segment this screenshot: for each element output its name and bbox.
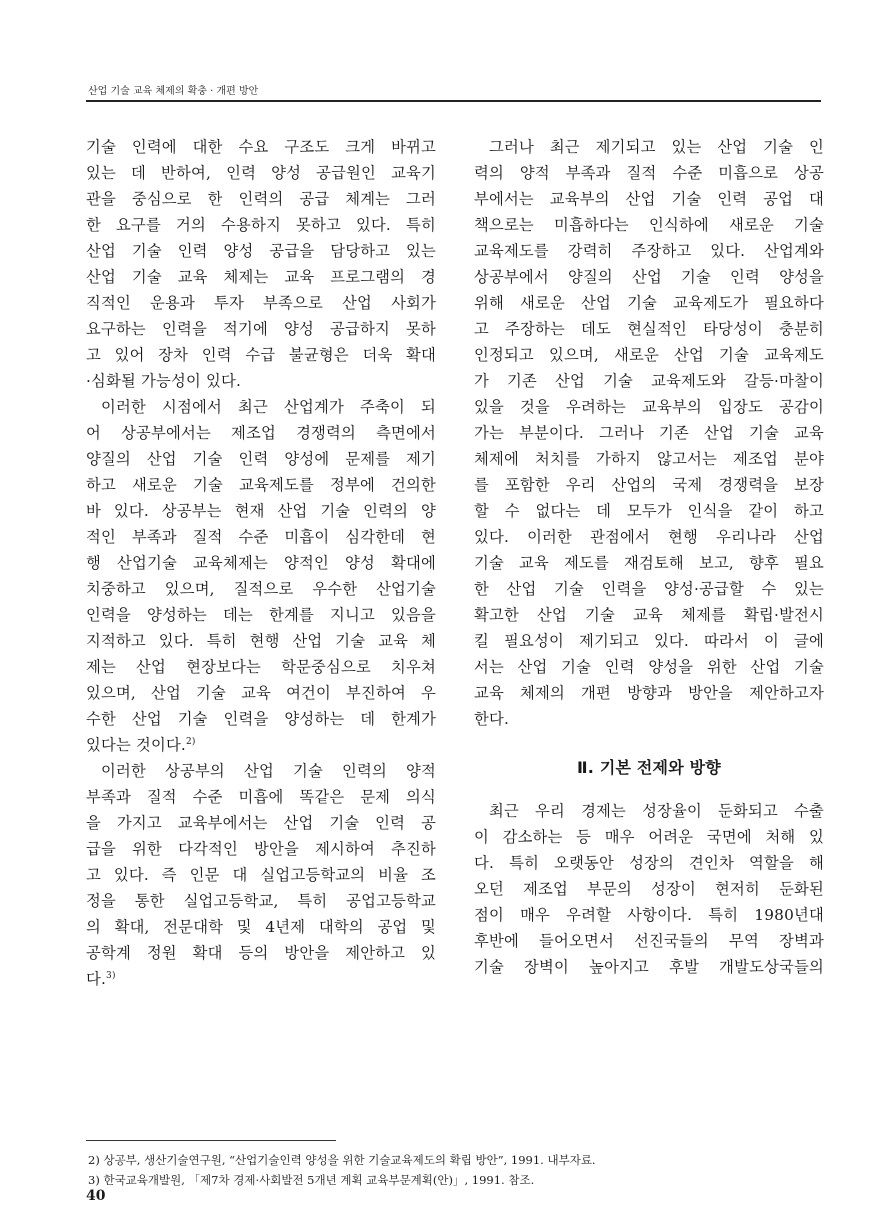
left-column bbox=[86, 134, 436, 992]
text-line bbox=[474, 706, 824, 732]
line-text: 서는 산업 기술 인력 양성을 위한 산업 기술 bbox=[474, 658, 824, 676]
line-text: 산업 기술 교육 체제는 교육 프로그램의 경 bbox=[86, 268, 436, 286]
line-text: 그러나 최근 제기되고 있는 산업 기술 인 bbox=[489, 138, 824, 156]
text-line bbox=[86, 316, 436, 342]
header-rule bbox=[86, 100, 821, 102]
line-text: 기술 교육 제도를 재검토해 보고, 향후 필요 bbox=[474, 554, 824, 572]
line-text: 양질의 산업 기술 인력 양성에 문제를 제기 bbox=[86, 450, 436, 468]
line-text: 있다. 이러한 관점에서 현행 우리나라 산업 bbox=[474, 528, 824, 546]
line-text: 력의 양적 부족과 질적 수준 미흡으로 상공 bbox=[474, 164, 824, 182]
line-text: 이러한 시점에서 최근 산업계가 주축이 되 bbox=[101, 398, 436, 416]
line-text: 오던 제조업 부문의 성장이 현저히 둔화된 bbox=[474, 880, 824, 898]
line-text: 책으로는 미흡하다는 인식하에 새로운 기술 bbox=[474, 216, 824, 234]
text-line bbox=[474, 628, 824, 654]
line-text: 한다. bbox=[474, 710, 510, 728]
line-text: 다. bbox=[86, 970, 107, 988]
text-line bbox=[474, 602, 824, 628]
text-line bbox=[86, 134, 436, 160]
text-line bbox=[86, 836, 436, 862]
line-text: 의 확대, 전문대학 및 4년제 대학의 공업 및 bbox=[86, 918, 436, 936]
text-line bbox=[474, 876, 824, 902]
line-text: 다. 특히 오랫동안 성장의 견인차 역할을 해 bbox=[474, 854, 824, 872]
text-line bbox=[474, 290, 824, 316]
text-line bbox=[86, 810, 436, 836]
text-line bbox=[86, 472, 436, 498]
text-line bbox=[474, 186, 824, 212]
text-line bbox=[86, 966, 436, 992]
text-line bbox=[474, 550, 824, 576]
text-line bbox=[474, 212, 824, 238]
text-line bbox=[86, 498, 436, 524]
text-line bbox=[86, 888, 436, 914]
line-text: 을 가지고 교육부에서는 산업 기술 인력 공 bbox=[86, 814, 436, 832]
text-line bbox=[86, 264, 436, 290]
line-text: 하고 새로운 기술 교육제도를 정부에 건의한 bbox=[86, 476, 436, 494]
text-line bbox=[474, 238, 824, 264]
line-text: 교육 체제의 개편 방향과 방안을 제안하고자 bbox=[474, 684, 824, 702]
line-text: 급을 위한 다각적인 방안을 제시하여 추진하 bbox=[86, 840, 436, 858]
text-line bbox=[86, 654, 436, 680]
page-number: 40 bbox=[86, 1188, 106, 1204]
line-text: 치중하고 있으며, 질적으로 우수한 산업기술 bbox=[86, 580, 436, 598]
footnote-rule bbox=[86, 1140, 336, 1141]
text-line bbox=[474, 134, 824, 160]
text-line bbox=[86, 706, 436, 732]
text-line bbox=[474, 160, 824, 186]
section-heading: Ⅱ. 기본 전제와 방향 bbox=[577, 758, 721, 777]
text-line bbox=[86, 550, 436, 576]
line-text: 어 상공부에서는 제조업 경쟁력의 측면에서 bbox=[86, 424, 436, 442]
text-line bbox=[86, 628, 436, 654]
text-line bbox=[86, 602, 436, 628]
line-text: 할 수 없다는 데 모두가 인식을 같이 하고 bbox=[474, 502, 824, 520]
line-text: 한 산업 기술 인력을 양성·공급할 수 있는 bbox=[474, 580, 824, 598]
text-line bbox=[474, 342, 824, 368]
line-text: 한 요구를 거의 수용하지 못하고 있다. 특히 bbox=[86, 216, 436, 234]
line-text: 공학계 정원 확대 등의 방안을 제안하고 있 bbox=[86, 944, 436, 962]
line-text: 가 기존 산업 기술 교육제도와 갈등·마찰이 bbox=[474, 372, 824, 390]
line-text: 기술 인력에 대한 수요 구조도 크게 바뀌고 bbox=[86, 138, 436, 156]
text-line bbox=[86, 732, 436, 758]
line-text: 부족과 질적 수준 미흡에 똑같은 문제 의식 bbox=[86, 788, 436, 806]
line-text: 상공부에서 양질의 산업 기술 인력 양성을 bbox=[474, 268, 824, 286]
text-line bbox=[86, 212, 436, 238]
text-line bbox=[474, 472, 824, 498]
line-text: 킬 필요성이 제기되고 있다. 따라서 이 글에 bbox=[474, 632, 824, 650]
line-text: 후반에 들어오면서 선진국들의 무역 장벽과 bbox=[474, 932, 824, 950]
line-text: 요구하는 인력을 적기에 양성 공급하지 못하 bbox=[86, 320, 436, 338]
text-line bbox=[474, 446, 824, 472]
text-line bbox=[474, 824, 824, 850]
line-text: 산업 기술 인력 양성 공급을 담당하고 있는 bbox=[86, 242, 436, 260]
line-text: 교육제도를 강력히 주장하고 있다. 산업계와 bbox=[474, 242, 824, 260]
line-text: 있으며, 산업 기술 교육 여건이 부진하여 우 bbox=[86, 684, 436, 702]
text-line bbox=[86, 576, 436, 602]
line-text: 인력을 양성하는 데는 한계를 지니고 있음을 bbox=[86, 606, 436, 624]
text-line bbox=[474, 928, 824, 954]
footnote-marker: 2) bbox=[186, 736, 196, 747]
line-text: 수한 산업 기술 인력을 양성하는 데 한계가 bbox=[86, 710, 436, 728]
line-text: 위해 새로운 산업 기술 교육제도가 필요하다 bbox=[474, 294, 824, 312]
text-line bbox=[86, 940, 436, 966]
running-header: 산업 기술 교육 체제의 확충 · 개편 방안 bbox=[88, 86, 259, 97]
text-line bbox=[474, 954, 824, 980]
footnote-2: 2) 상공부, 생산기술연구원, “산업기술인력 양성을 위한 기술교육제도의 확립 방안”, 1991. 내부자료. bbox=[88, 1153, 596, 1167]
line-text: 확고한 산업 기술 교육 체제를 확립·발전시 bbox=[474, 606, 824, 624]
footnote-marker: 3) bbox=[106, 970, 116, 981]
line-text: 있는 데 반하여, 인력 양성 공급원인 교육기 bbox=[86, 164, 436, 182]
text-line bbox=[86, 914, 436, 940]
text-line bbox=[86, 524, 436, 550]
line-text: 를 포함한 우리 산업의 국제 경쟁력을 보장 bbox=[474, 476, 824, 494]
text-line bbox=[474, 798, 824, 824]
footnote-3: 3) 한국교육개발원, 「제7차 경제·사회발전 5개년 계획 교육부문계획(안)」, 1991. 참조. bbox=[88, 1173, 535, 1187]
line-text: 체제에 처치를 가하지 않고서는 제조업 분야 bbox=[474, 450, 824, 468]
line-text: 고 있다. 즉 인문 대 실업고등학교의 비율 조 bbox=[86, 866, 436, 884]
text-line bbox=[474, 498, 824, 524]
line-text: 지적하고 있다. 특히 현행 산업 기술 교육 체 bbox=[86, 632, 436, 650]
right-column-top bbox=[474, 134, 824, 732]
line-text: 제는 산업 현장보다는 학문중심으로 치우쳐 bbox=[86, 658, 436, 676]
text-line bbox=[86, 680, 436, 706]
text-line bbox=[474, 264, 824, 290]
text-line bbox=[474, 902, 824, 928]
text-line bbox=[474, 850, 824, 876]
line-text: 부에서는 교육부의 산업 기술 인력 공업 대 bbox=[474, 190, 824, 208]
text-line bbox=[86, 368, 436, 394]
line-text: 행 산업기술 교육체제는 양적인 양성 확대에 bbox=[86, 554, 436, 572]
text-line bbox=[86, 758, 436, 784]
line-text: 인정되고 있으며, 새로운 산업 기술 교육제도 bbox=[474, 346, 824, 364]
line-text: 있다는 것이다. bbox=[86, 736, 186, 754]
line-text: 점이 매우 우려할 사항이다. 특히 1980년대 bbox=[474, 906, 824, 924]
line-text: 고 있어 장차 인력 수급 불균형은 더욱 확대 bbox=[86, 346, 436, 364]
text-line bbox=[474, 368, 824, 394]
text-line bbox=[474, 576, 824, 602]
footnotes bbox=[88, 1150, 823, 1190]
line-text: 정을 통한 실업고등학교, 특히 공업고등학교 bbox=[86, 892, 436, 910]
text-line bbox=[474, 680, 824, 706]
line-text: 기술 장벽이 높아지고 후발 개발도상국들의 bbox=[474, 958, 824, 976]
line-text: 가는 부분이다. 그러나 기존 산업 기술 교육 bbox=[474, 424, 824, 442]
line-text: 적인 부족과 질적 수준 미흡이 심각한데 현 bbox=[86, 528, 436, 546]
line-text: ·심화될 가능성이 있다. bbox=[86, 372, 242, 390]
line-text: 고 주장하는 데도 현실적인 타당성이 충분히 bbox=[474, 320, 824, 338]
text-line bbox=[474, 420, 824, 446]
text-line bbox=[86, 342, 436, 368]
text-line bbox=[474, 524, 824, 550]
line-text: 직적인 운용과 투자 부족으로 산업 사회가 bbox=[86, 294, 436, 312]
text-line bbox=[86, 186, 436, 212]
line-text: 있을 것을 우려하는 교육부의 입장도 공감이 bbox=[474, 398, 824, 416]
line-text: 바 있다. 상공부는 현재 산업 기술 인력의 양 bbox=[86, 502, 436, 520]
right-column bbox=[474, 134, 824, 980]
line-text: 이 감소하는 등 매우 어려운 국면에 처해 있 bbox=[474, 828, 824, 846]
line-text: 이러한 상공부의 산업 기술 인력의 양적 bbox=[101, 762, 436, 780]
text-line bbox=[86, 862, 436, 888]
text-line bbox=[474, 654, 824, 680]
text-line bbox=[474, 316, 824, 342]
right-column-bottom bbox=[474, 798, 824, 980]
text-line bbox=[86, 238, 436, 264]
text-line bbox=[86, 290, 436, 316]
text-line bbox=[474, 394, 824, 420]
line-text: 관을 중심으로 한 인력의 공급 체계는 그러 bbox=[86, 190, 436, 208]
line-text: 최근 우리 경제는 성장율이 둔화되고 수출 bbox=[489, 802, 824, 820]
text-line bbox=[86, 394, 436, 420]
text-line bbox=[86, 160, 436, 186]
text-line bbox=[86, 420, 436, 446]
text-line bbox=[86, 446, 436, 472]
text-line bbox=[86, 784, 436, 810]
